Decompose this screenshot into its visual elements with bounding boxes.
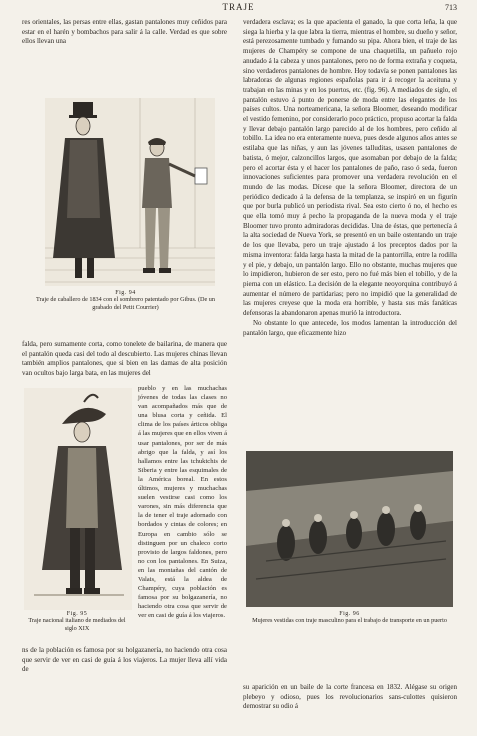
port-workers-photo <box>246 451 453 607</box>
paragraph: pueblo y en las muchachas jóvenes de todas las clases no van acompañados más que de una blusa corta y ceñida. El clima de los países árticos obliga á las mujeres que en ellos viven á usar pantalones, por ser de más abrigo que la falda, y así los hallamos entre las tchuktchis de Siberia y entre las esquimales de la América boreal. En estos últimos, mujeres y muchachas suelen vestirse casi como los varones, sin más diferencia que la de tener el traje adornado con bordados y cintas de colores; en Europa en cambio sólo se distinguen por un chaleco corto provisto de largos faldones, pero no con los pantalones. En Suiza, en las montañas del cantón de Valais, está la aldea de Champéry, cuya población es famosa por su bolgazanería, no haciendo otra cosa que servir de ver en casi de guía á los viajeros. <box>138 385 227 620</box>
figure-95-label: Fig. 95 <box>66 611 88 617</box>
paragraph: su aparición en un baile de la corte francesa en 1832. Alégase su origen plebeyo y odioso, pues los revolucionarios sans-culottes quisieron demostrar su odio á <box>243 683 457 711</box>
figure-94-caption-block <box>28 290 223 312</box>
column-1-wrapped-text <box>138 384 227 620</box>
figure-94-caption: Traje de caballero de 1834 con el sombrero patentado por Gibus. (De un grabado del Petit Courrier) <box>36 296 215 311</box>
column-1-text-middle <box>22 340 227 379</box>
figure-96-label: Fig. 96 <box>339 611 360 617</box>
column-1-text-bottom <box>22 646 227 675</box>
figure-95-engraving <box>24 388 132 610</box>
page-title: TRAJE <box>222 2 255 12</box>
figure-96-caption: Mujeres vestidas con traje masculino para el trabajo de transporte en un puerto <box>252 617 447 624</box>
paragraph: falda, pero sumamente corta, como tonelete de bailarina, de manera que el pantalón queda casi del todo al descubierto. Las mujeres chinas llevan también amplios pantalones, que si bien en las damas de alta posición van ocultos bajo larga bata, en las mujeres del <box>22 340 227 378</box>
paragraph: ns de la población es famosa por su holgazanería, no haciendo otra cosa que servir de ver en casi de guía á los viajeros. La mujer lleva allí vida de <box>22 646 227 674</box>
figure-94-engraving <box>45 98 215 286</box>
figure-95-caption-block <box>22 611 132 633</box>
two-gentlemen-illustration <box>45 98 215 286</box>
column-2-text-top <box>243 18 457 438</box>
paragraph: No obstante lo que antecede, los modos lamentan la introducción del pantalón largo, que eficazmente hizo <box>243 318 457 337</box>
paragraph: verdadera esclava; es la que apacienta el ganado, la que corta leña, la que siega la hierba y la que labra la tierra, mientras el hombre, su dueño y señor, está perezosamente tumbado y fumando su pipa. Ahora bien, el traje de las mujeres de Champéry se compone de una chaquetilla, un pañuelo rojo anudado á la cabeza y unos pantalones, pero no de forma extraña y coqueta, sino verdaderos pantalones de hombre. Hoy todavía se ponen pantalones las labradoras de algunas regiones españolas para ir á recoger la aceituna y trabajan en las minas y en los puertos, etc. (fig. 96). A mediados de siglo, el pantalón estuvo á punto de ponerse de moda entre las elegantes de los países cultos. Una norteamericana, la señora Bloomer, deseando modificar el vestido femenino, por considerarlo poco práctico, propuso acortar la falda y llevar debajo pantalón largo parecido al de los hombres, pero ceñido al tobillo. La idea no era enteramente nueva, pues desde algunos años antes se estilaba que las niñas, y aun las jóvenes talluditas, usasen pantalones de batista, ó mejor, calzoncillos largos, que asomaban por debajo de la falda; pero el acortar ésta y el hacer los pantalones de paño, raso ó seda, fueron innovaciones suficientes para promover una verdadera revolución en el mundo de las modas. Dícese que la señora Bloomer, directora de un periódico dedicado á la defensa de la templanza, se inspiró en un figurín que por burla publicó un periodista rival. Sea esto cierto ó no, el hecho es que ella tomó muy á pecho la propaganda de la nueva moda y el traje Bloomer tuvo pronto admiradoras decididas. Una de éstas, que pertenecía á la alta sociedad de Nueva York, se presentó en un baile ostentando un traje de los que llevaba, pero un traje ajustado á los preceptos dados por la misma inventora: falda larga hasta la mitad de la pantorrilla, entre la rodilla y el pie, y debajo, un pantalón largo. Ello no obstante, muchas mujeres que lo impidieron, hubieron de ser esto, pero no fué más bien el tobillo, y de la pierna con un elástico. La decisión de la elegante neoyorquina contribuyó á aumentar el número de partidarias; pero no impidió que la generalidad de las mujeres creyese que la moda era horrible, y hasta sus más fanáticas defensoras la abandonaron apenas murió la introductora. <box>243 18 457 318</box>
column-2-text-bottom <box>243 683 457 712</box>
column-1-text-top <box>22 18 227 47</box>
page-header <box>0 2 477 14</box>
figure-96-caption-block <box>246 611 453 625</box>
page-number: 713 <box>445 3 457 12</box>
paragraph: res orientales, las persas entre ellas, gastan pantalones muy ceñidos para estar en el harén y bombachos para salir á la calle. Verdad es que sobre ellos llevan una <box>22 18 227 46</box>
figure-96-photograph <box>246 451 453 607</box>
italian-costume-illustration <box>24 388 132 610</box>
figure-95-caption: Traje nacional italiano de mediados del siglo XIX <box>28 617 126 632</box>
figure-94-label: Fig. 94 <box>115 290 136 296</box>
